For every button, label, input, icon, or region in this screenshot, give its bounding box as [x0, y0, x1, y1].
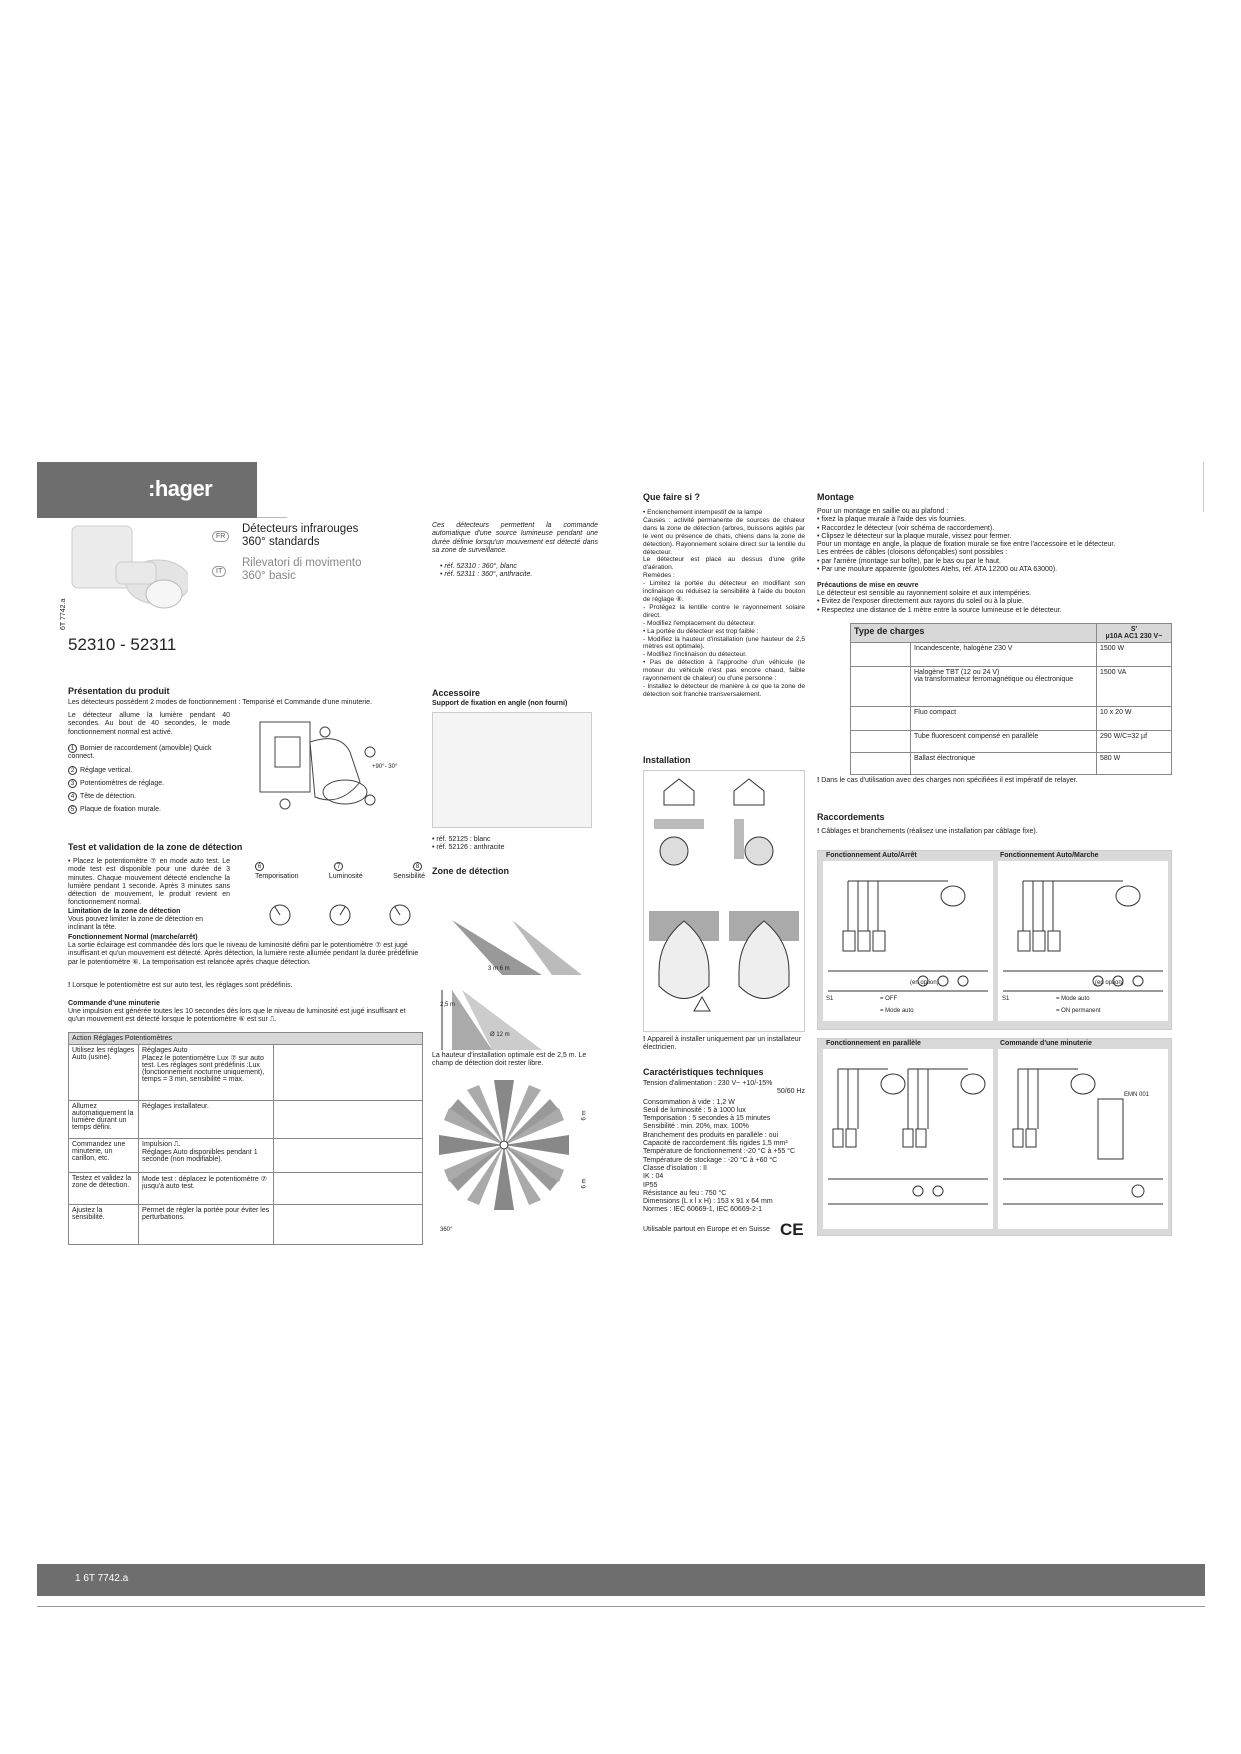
charges-title: Type de charges [851, 624, 1097, 643]
doc-code-vertical: 6T 7742.a [60, 598, 67, 630]
intro-text: Ces détecteurs permettent la commande automatique d'une source lumineuse pendant une durée définie lorsqu'un mouvement est détecté dans sa zone de surveillance. [432, 522, 598, 554]
action-table: Action Réglages Potentiomètres Utilisez les réglages Auto (usine). Réglages Auto Placez le potentiomètre Lux ⑦ sur auto test. Les réglages sont prédéfinis :Lux (fonctionnement nocturne uniquement), temps = 3 min, sensibilité = max. Allumez automatiquement la lumière durant un temps défini. Réglages installateur. Commandez une minuterie, un carillon, etc. Impulsion ⎍. Réglages Auto disponibles pendant 1 seconde (non modifiable). Testez et validez la zone de détection. Mode test : déplacez le potentiomètre ⑦ jusqu'à auto test. Ajustez la sensibilité. Permet de régler la portée pour éviter les perturbations. [68, 1032, 423, 1245]
zone-title: Zone de détection [432, 866, 510, 876]
potentiometer-legend: 6 7 8 Temporisation Luminosité Sensibilité [255, 864, 425, 880]
limit-title: Limitation de la zone de détection [68, 908, 181, 915]
accessoire-title: Accessoire [432, 688, 481, 698]
test-text: • Placez le potentiomètre ⑦ en mode auto test. Le mode test est disponible pour une durée de 3 minutes. Chaque mouvement détecté enclenche la lumière pendant 1 seconde. Après 3 minutes sans détection de mouvement, le produit revient en fonctionnement normal. [68, 858, 230, 907]
zone-radial-pattern [432, 1075, 592, 1223]
lang-badge-fr: FR [212, 525, 229, 543]
diagram-minuterie-label: Commande d'une minuterie [1000, 1040, 1092, 1047]
que-faire-title: Que faire si ? [643, 492, 701, 502]
header-bar [37, 462, 257, 518]
presentation-title: Présentation du produit [68, 686, 170, 696]
dial-cell [274, 1139, 423, 1173]
load-icon [851, 707, 911, 731]
presentation-text: Le détecteur allume la lumière pendant 40 secondes. Au bout de 40 secondes, le mode fonctionnement normal est activé. [68, 712, 230, 736]
test-title: Test et validation de la zone de détection [68, 842, 243, 852]
caracteristiques-title: Caractéristiques techniques [643, 1067, 764, 1077]
zone-figure-side [432, 880, 592, 1056]
zone-distance: 3 m 6 m [488, 966, 510, 972]
precautions-text: Le détecteur est sensible au rayonnement solaire et aux intempéries. • Evitez de l'exposer directement aux rayons du soleil ou à la pluie. • Respectez une distance de 1 mètre entre la source lumineuse et le détecteur. [817, 590, 1062, 614]
angle-label: +90°- 30° [372, 764, 398, 770]
normal-title: Fonctionnement Normal (marche/arrêt) [68, 934, 198, 941]
charges-warning: ! Dans le cas d'utilisation avec des charges non spécifiées il est impératif de relayer. [817, 777, 1078, 784]
installation-warning: ! Appareil à installer uniquement par un installateur électricien. [643, 1036, 801, 1052]
diagram-parallele-label: Fonctionnement en parallèle [826, 1040, 921, 1047]
lang-badge-it: IT [212, 560, 226, 578]
zone-degree: 360° [440, 1227, 453, 1233]
product-exploded-drawing [240, 712, 410, 812]
montage-text: Pour un montage en saillie ou au plafond : • fixez la plaque murale à l'aide des vis fournies. • Raccordez le détecteur (voir schéma de raccordement). • Clipsez le détecteur sur la plaque murale, vissez pour fermer. Pour un montage en angle, la plaque de fixation murale se fixe entre l'accessoire et le détecteur. Les entrées de câbles (cloisons défonçables) sont possibles : • par l'arrière (montage sur boîte), par le bas ou par le haut. • Par une moulure apparente (goulottes Atehs, réf. ATA 12200 ou ATA 63000). [817, 508, 1116, 574]
europe-note: Utilisable partout en Europe et en Suisse [643, 1226, 770, 1233]
title-fr: Détecteurs infrarouges 360° standards [242, 523, 359, 548]
caracteristiques-list: Tension d'alimentation : 230 V~ +10/-15% 50/60 Hz Consommation à vide : 1,2 W Seuil de luminosité : 5 à 1000 lux Temporisation : 5 secondes à 15 minutes Sensibilité : min. 20%, max. 100% Branchement des produits en parallèle : oui Capacité de raccordement :fils rigides 1,5 mm² Température de fonctionnement :-20 °C à +55 °C Température de stockage : -20 °C à +60 °C Classe d'isolation : II IK : 04 IP55 Résistance au feu : 750 °C Dimensions (L x l x H) : 153 x 91 x 64 mm Normes : IEC 60669-1, IEC 60669-2-1 [643, 1080, 805, 1214]
limit-text: Vous pouvez limiter la zone de détection en inclinant la tête. [68, 916, 204, 932]
product-photo [68, 522, 188, 612]
dial-cell [274, 1205, 423, 1245]
raccordements-warning: ! Câblages et branchements (réalisez une installation par câblage fixe). [817, 828, 1038, 835]
mode-on-label: = ON permanent [1056, 1008, 1101, 1014]
wiring-diagram-bottom [817, 1038, 1172, 1236]
load-icon [851, 667, 911, 707]
zone-note: La hauteur d'installation optimale est de 2,5 m. Le champ de détection doit rester libre. [432, 1052, 587, 1068]
option-label-2: (en option) [1095, 980, 1124, 986]
dial-cell [274, 1101, 423, 1139]
footer-bar [37, 1564, 1205, 1596]
load-icon [851, 753, 911, 775]
action-table-header: Action Réglages Potentiomètres [69, 1033, 423, 1045]
presentation-intro: Les détecteurs possèdent 2 modes de fonctionnement : Temporisé et Commande d'une minuterie. [68, 699, 372, 706]
potentiometer-dials [255, 885, 425, 945]
presentation-items: 1 Bornier de raccordement (amovible) Quick connect. 2 Réglage vertical. 3 Potentiomètres de réglage. 4 Tête de détection. 5 Plaque de fixation murale. [68, 745, 212, 814]
raccordements-title: Raccordements [817, 812, 885, 822]
brand-logo: :hager [148, 476, 213, 501]
que-faire-text: • Enclenchement intempestif de la lampe Causes : activité permanente de sources de chaleur dans la zone de détection (arbres, buissons agités par le vent ou présence de chats, chiens dans la zone de détection). Rayonnement solaire direct sur la lentille du détecteur. Le détecteur est placé au dessus d'une grille d'aération. Remèdes : - Limitez la portée du détecteur en modifiant son inclinaison ou réduisez la sensibilité à l'aide du bouton de réglage ⑧. - Protégez la lentille contre le rayonnement solaire direct. - Modifiez l'emplacement du détecteur. • La portée du détecteur est trop faible : - Modifiez la hauteur d'installation (une hauteur de 2,5 mètres est optimale). - Modifiez l'inclinaison du détecteur. • Pas de détection à l'approche d'un véhicule (le moteur du véhicule n'est pas encore chaud, faible rayonnement de chaleur) ou d'une personne : - Installez le détecteur de manière à ce que la zone de détection soit franchie transversalement. [643, 509, 805, 698]
footer-code: 1 6T 7742.a [75, 1573, 129, 1584]
switch-s1-right: S1 [1002, 996, 1010, 1002]
dial-cell [274, 1045, 423, 1101]
switch-s1-left: S1 [826, 996, 834, 1002]
accessoire-figure [432, 712, 592, 828]
load-icon [851, 731, 911, 753]
dial-cell [274, 1173, 423, 1205]
installation-figure [643, 770, 805, 1032]
wiring-diagram-top [817, 850, 1172, 1030]
product-refs: 52310 - 52311 [68, 635, 177, 654]
charges-column: S' µ10A AC1 230 V~ [1097, 624, 1172, 643]
mode-auto-label-1: = Mode auto [880, 1008, 914, 1014]
mode-off-label: = OFF [880, 996, 898, 1002]
zone-radius-1: 6 m [581, 1110, 588, 1121]
charges-table: Type de charges S' µ10A AC1 230 V~ Incandescente, halogène 230 V 1500 W Halogène TBT (12 ou 24 V) via transformateur ferromagnétique ou électronique 1500 VA Fluo compact 10 x 20 W Tube fluorescent compensé en parallèle 290 W/C=32 µf Ballast électronique 580 W [850, 623, 1172, 775]
right-edge-mark [1203, 462, 1204, 512]
accessoire-subtitle: Support de fixation en angle (non fourni) [432, 700, 568, 707]
diagram-auto-marche-label: Fonctionnement Auto/Marche [1000, 852, 1099, 859]
load-icon [851, 643, 911, 667]
auto-test-warning: ! Lorsque le potentiomètre est sur auto test, les réglages sont prédéfinis. [68, 982, 293, 989]
emn-label: EMN 001 [1124, 1092, 1150, 1098]
header-rule [257, 517, 287, 518]
zone-diameter: Ø 12 m [490, 1032, 510, 1038]
installation-title: Installation [643, 755, 691, 765]
title-it: Rilevatori di movimento 360° basic [242, 557, 362, 582]
normal-text: La sortie éclairage est commandée dès lors que le niveau de luminosité défini par le potentiomètre ⑦ est jugé insuffisant et qu'un mouvement est détecté. Après détection, la lumière reste allumée pendant la durée prédéfinie par le potentiomètre ⑥. La temporisation est relancée après chaque détection. [68, 942, 419, 966]
zone-radius-2: 6 m [581, 1178, 588, 1189]
mode-auto-label-2: = Mode auto [1056, 996, 1090, 1002]
accessoire-refs: • réf. 52125 : blanc • réf. 52126 : anthracite [432, 836, 505, 852]
zone-height: 2,5 m [440, 1002, 456, 1008]
ref-list: • réf. 52310 : 360°, blanc • réf. 52311 : 360°, anthracite. [440, 563, 533, 579]
minuterie-text: Une impulsion est générée toutes les 10 secondes dès lors que le niveau de luminosité est jugé insuffisant et qu'un mouvement est détecté lorsque le potentiomètre ⑥ est sur ⎍. [68, 1008, 406, 1024]
bottom-rule [37, 1606, 1205, 1607]
diagram-auto-arret-label: Fonctionnement Auto/Arrêt [826, 852, 917, 859]
option-label-1: (en option) [910, 980, 939, 986]
ce-mark: CE [780, 1220, 804, 1239]
montage-title: Montage [817, 492, 854, 502]
minuterie-title: Commande d'une minuterie [68, 1000, 160, 1007]
precautions-title: Précautions de mise en œuvre [817, 582, 919, 589]
